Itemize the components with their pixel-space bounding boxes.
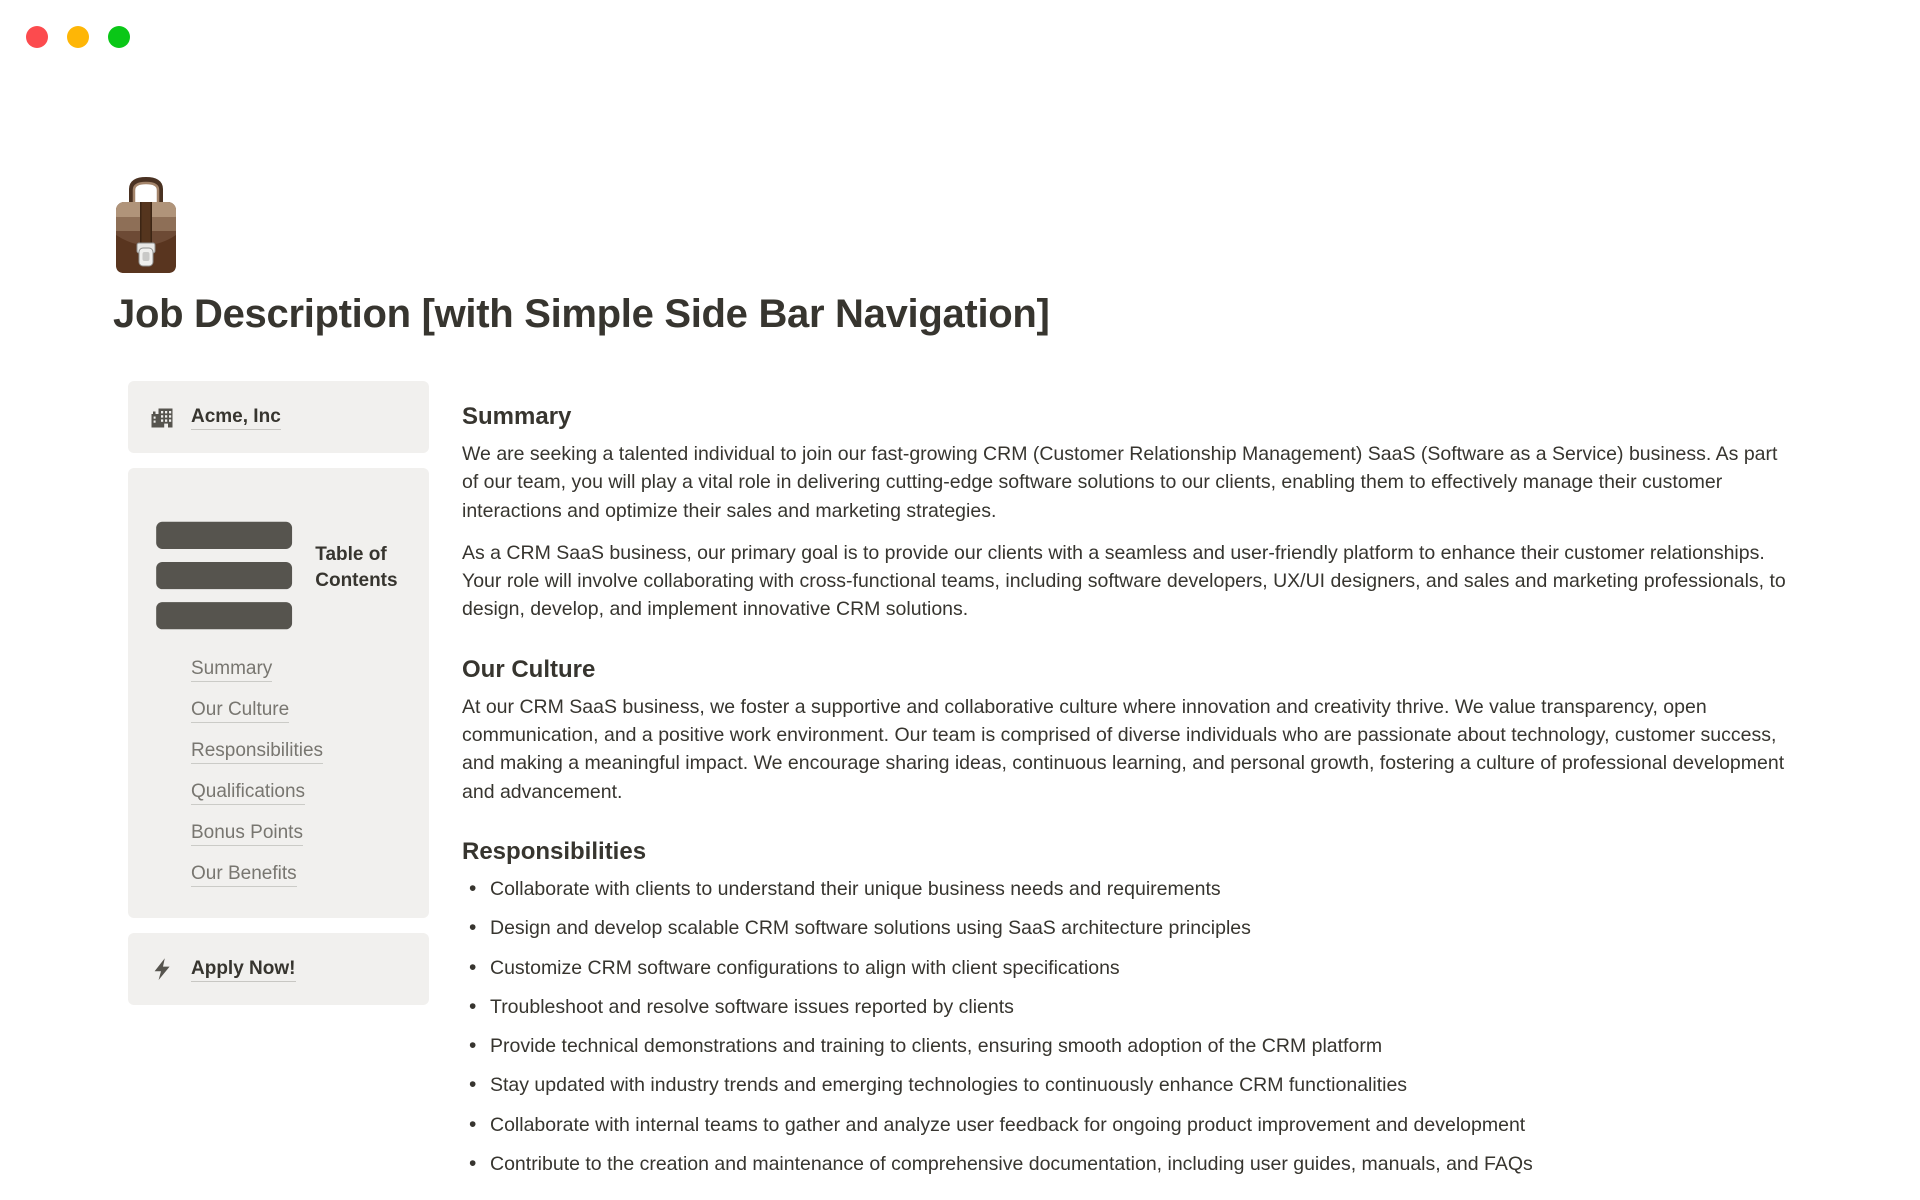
section-heading: Responsibilities: [462, 837, 647, 865]
list-item: • Troubleshoot and resolve software issues reported by clients: [462, 993, 1797, 1021]
window-zoom-button[interactable]: [108, 26, 130, 48]
company-link[interactable]: Acme, Inc: [191, 406, 281, 430]
toc-link-our-culture[interactable]: Our Culture: [191, 699, 289, 723]
briefcase-icon: [115, 175, 177, 275]
sidebar: [128, 381, 429, 1005]
paragraph: At our CRM SaaS business, we foster a supportive and collaborative culture where innovation and creativity thrive. We value transparency, open communication, and a positive work environment. Our team is comprised of diverse individuals who are passionate about technology, customer success, and making a meaningful impact. We encourage sharing ideas, continuous learning, and personal growth, fostering a culture of professional development and advancement.: [462, 695, 1785, 803]
responsibilities-list: [462, 875, 1797, 1178]
page-title: Job Description [with Simple Side Bar Navigation]: [113, 292, 1050, 336]
lightning-bolt-icon: [150, 957, 174, 981]
list-item: • Customize CRM software configurations to align with client specifications: [462, 954, 1797, 982]
toc-title: Table of Contents: [315, 544, 398, 592]
paragraph: We are seeking a talented individual to join our fast-growing CRM (Customer Relationship Management) SaaS (Software as a Service) business. As part of our team, you will play a vital role in delivering cutting-edge software solutions to our clients, enabling them to effectively manage their customer interactions and optimize their sales and marketing strategies.: [462, 443, 1778, 522]
section-our-culture: [462, 654, 1797, 806]
list-item: • Collaborate with clients to understand their unique business needs and requirements: [462, 875, 1797, 903]
section-summary: [462, 401, 1797, 624]
apply-now-link[interactable]: Apply Now!: [191, 958, 296, 982]
office-building-icon: [150, 405, 174, 429]
section-responsibilities: [462, 836, 1797, 1178]
list-item: • Provide technical demonstrations and training to clients, ensuring smooth adoption of the CRM platform: [462, 1032, 1797, 1060]
toc-link-bonus-points[interactable]: Bonus Points: [191, 822, 303, 846]
window-controls: [26, 26, 130, 48]
apply-card: [128, 933, 429, 1005]
toc-links: [191, 656, 407, 888]
company-card: [128, 381, 429, 453]
section-heading: Our Culture: [462, 655, 596, 683]
toc-link-our-benefits[interactable]: Our Benefits: [191, 863, 297, 887]
main-content: [462, 381, 1797, 1189]
window-minimize-button[interactable]: [67, 26, 89, 48]
list-icon: [150, 494, 298, 642]
window-close-button[interactable]: [26, 26, 48, 48]
toc-link-summary[interactable]: Summary: [191, 658, 272, 682]
list-item: • Collaborate with internal teams to gather and analyze user feedback for ongoing product improvement and development: [462, 1111, 1797, 1139]
paragraph: As a CRM SaaS business, our primary goal is to provide our clients with a seamless and user-friendly platform to enhance their customer relationships. Your role will involve collaborating with cross-functional teams, including software developers, UX/UI designers, and sales and marketing professionals, to design, develop, and implement innovative CRM solutions.: [462, 541, 1786, 621]
page-icon[interactable]: [115, 175, 1920, 275]
section-heading: Summary: [462, 403, 572, 430]
table-of-contents-card: [128, 468, 429, 918]
toc-link-responsibilities[interactable]: Responsibilities: [191, 740, 323, 764]
toc-link-qualifications[interactable]: Qualifications: [191, 781, 305, 805]
list-item: • Design and develop scalable CRM software solutions using SaaS architecture principles: [462, 914, 1797, 942]
list-item: • Contribute to the creation and maintenance of comprehensive documentation, including user guides, manuals, and FAQs: [462, 1150, 1797, 1178]
list-item: • Stay updated with industry trends and emerging technologies to continuously enhance CRM functionalities: [462, 1071, 1797, 1099]
